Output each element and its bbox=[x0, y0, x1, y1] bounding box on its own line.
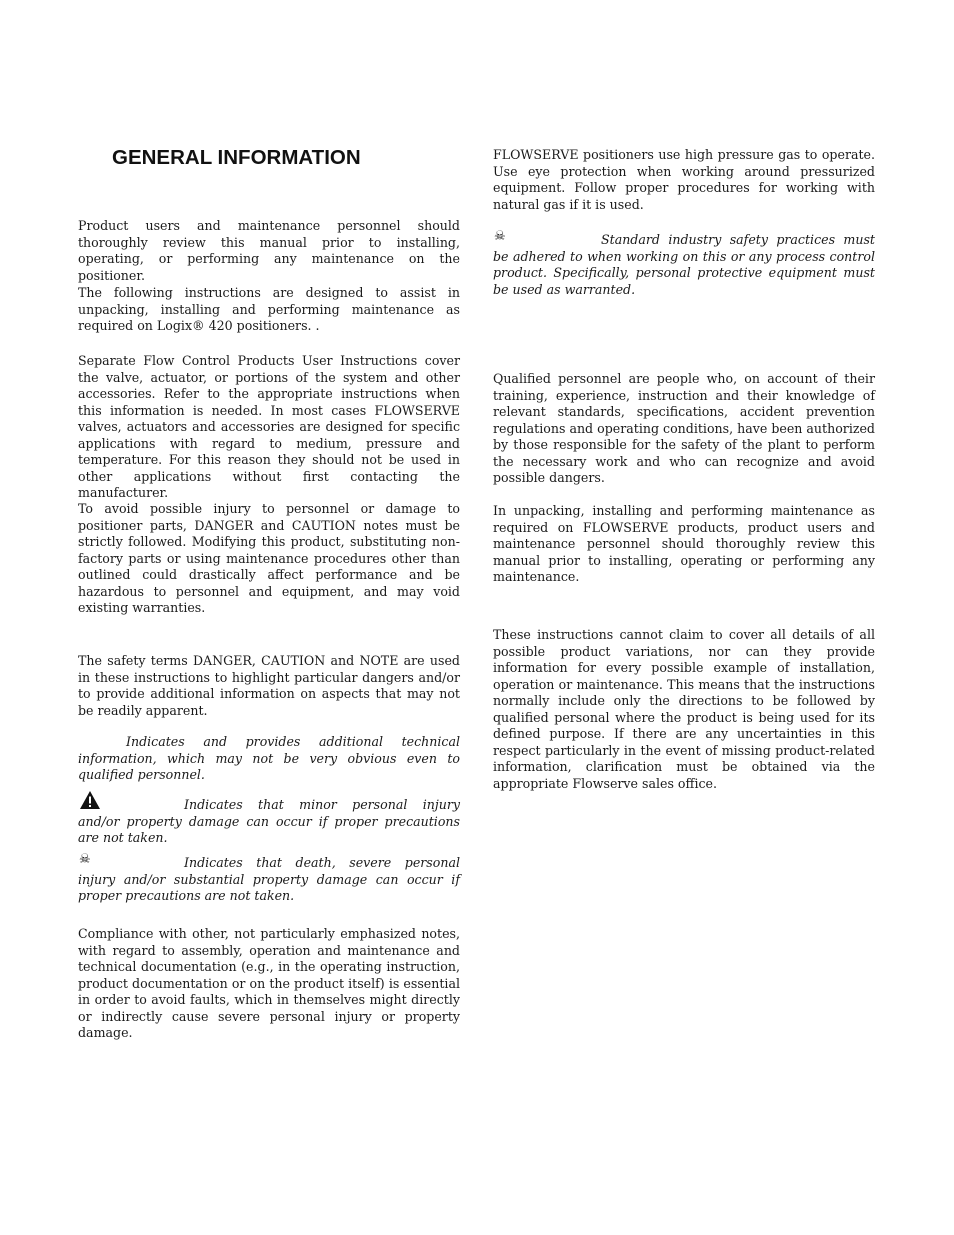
page-title: GENERAL INFORMATION bbox=[112, 146, 361, 169]
note-paragraph: Indicates and provides additional technical information, which may not be very obvious even to qualified personnel. bbox=[78, 734, 460, 782]
safety-practices-paragraph: Standard industry safety practices must be adhered to when working on this or any process control product. Specifically, personal protective equipment must be used as warranted. bbox=[493, 232, 875, 297]
instructions-paragraph: The following instructions are designed to assist in unpacking, installing and performing maintenance as required on Logix® 420 positioners. . bbox=[78, 285, 460, 333]
caution-paragraph: Indicates that minor personal injury and/or property damage can occur if proper precautions are not taken. bbox=[78, 797, 460, 845]
injury-avoidance-paragraph: To avoid possible injury to personnel or damage to positioner parts, DANGER and CAUTION notes must be strictly followed. Modifying this product, substituting non-factory parts or using maintenance procedures other than outlined could drastically affect performance and be hazardous to personnel and equipment, and may void existing warranties. bbox=[78, 501, 460, 615]
qualified-personnel-paragraph: Qualified personnel are people who, on account of their training, experience, instruction and their knowledge of relevant standards, specifications, accident prevention regulations and operating conditions, have been authorized by those responsible for the safety of the plant to perform the necessary work and who can recognize and avoid possible dangers. bbox=[493, 371, 875, 485]
separate-instructions-paragraph: Separate Flow Control Products User Instructions cover the valve, actuator, or portions of the system and other accessories. Refer to the appropriate instructions when this information is needed. In most cases FLOWSERVE valves, actuators and accessories are designed for specific applications with regard to medium, pressure and temperature. For this reason they should not be used in other applications without first contacting the manufacturer. bbox=[78, 353, 460, 500]
coverage-paragraph: These instructions cannot claim to cover all details of all possible product variations, nor can they provide information for every possible example of installation, operation or maintenance. This means that the instructions normally include only the directions to be followed by qualified personal where the product is being used for its defined purpose. If there are any uncertainties in this respect particularly in the event of missing product-related information, clarification must be obtained via the appropriate Flowserve sales office. bbox=[493, 627, 875, 791]
safety-terms-paragraph: The safety terms DANGER, CAUTION and NOTE are used in these instructions to highlight particular dangers and/or to provide additional information on aspects that may not be readily apparent. bbox=[78, 653, 460, 718]
unpacking-paragraph: In unpacking, installing and performing maintenance as required on FLOWSERVE products, product users and maintenance personnel should thoroughly review this manual prior to installing, operating or performing any maintenance. bbox=[493, 503, 875, 584]
danger-paragraph: Indicates that death, severe personal injury and/or substantial property damage can occur if proper precautions are not taken. bbox=[78, 855, 460, 903]
intro-paragraph: Product users and maintenance personnel should thoroughly review this manual prior to installing, operating, or performing any maintenance on the positioner. bbox=[78, 218, 460, 283]
high-pressure-paragraph: FLOWSERVE positioners use high pressure gas to operate. Use eye protection when working around pressurized equipment. Follow proper procedures for working with natural gas if it is used. bbox=[493, 147, 875, 212]
skull-crossbones-icon: ☠ bbox=[494, 229, 506, 244]
compliance-paragraph: Compliance with other, not particularly emphasized notes, with regard to assembly, operation and maintenance and technical documentation (e.g., in the operating instruction, product documentation or on the product itself) is essential in order to avoid faults, which in themselves might directly or indirectly cause severe personal injury or property damage. bbox=[78, 926, 460, 1040]
skull-crossbones-icon: ☠ bbox=[79, 852, 91, 867]
